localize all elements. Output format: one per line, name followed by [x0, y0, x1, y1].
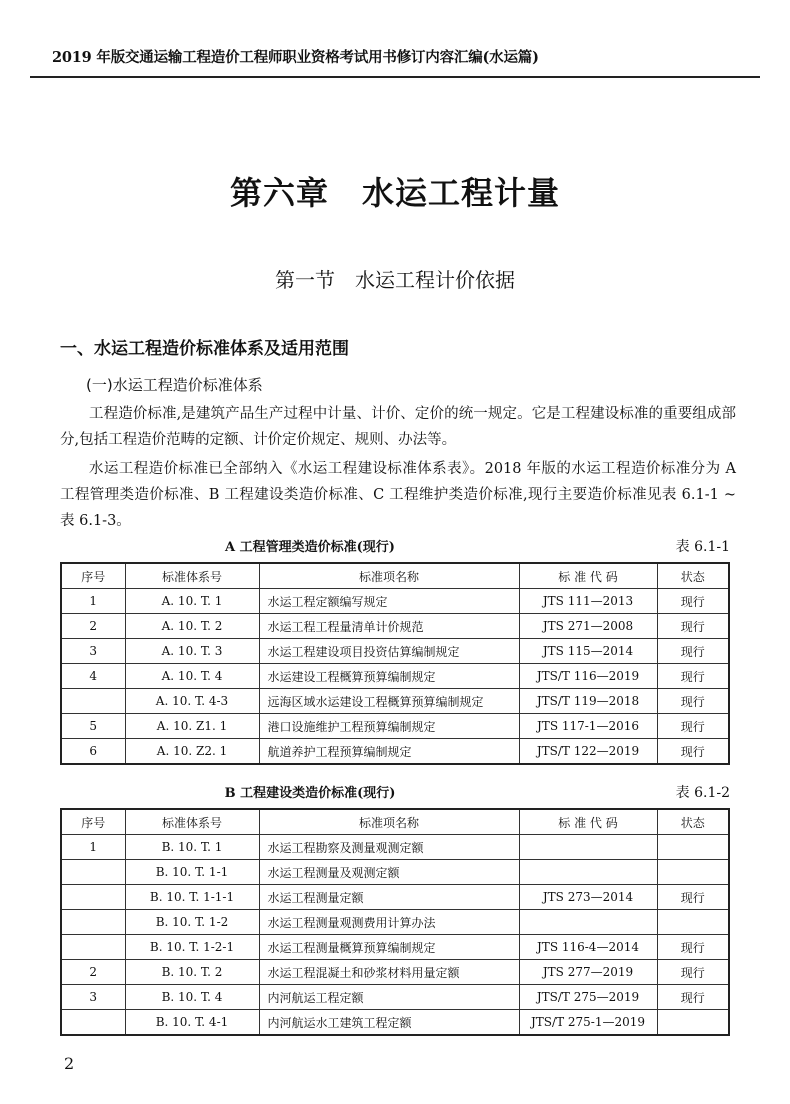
table-a-row — [61, 614, 729, 639]
table-a-cell: 航道养护工程预算编制规定 — [259, 739, 519, 765]
table-a-cell: 水运建设工程概算预算编制规定 — [259, 664, 519, 689]
header-rule — [30, 76, 760, 78]
heading-level-1: 一、水运工程造价标准体系及适用范围 — [60, 339, 349, 359]
table-a-cell: 水运工程工程量清单计价规范 — [259, 614, 519, 639]
table-a-number: 表 6.1-1 — [675, 539, 730, 555]
table-a-cell: 现行 — [657, 739, 729, 765]
paragraph-2: 水运工程造价标准已全部纳入《水运工程建设标准体系表》。2018 年版的水运工程造价标准分为 A 工程管理类造价标准、B 工程建设类造价标准、C 工程维护类造价标准,现行主要造价标准见表 6.1-1 ~ 表 6.1-3。 — [60, 461, 736, 529]
table-a-cell: 现行 — [657, 589, 729, 614]
table-b-cell: JTS 277—2019 — [519, 960, 657, 985]
table-b-cell: 现行 — [657, 935, 729, 960]
table-b-cell — [657, 860, 729, 885]
table-a-cell: 水运工程建设项目投资估算编制规定 — [259, 639, 519, 664]
table-b-cell: B. 10. T. 1-1 — [125, 860, 259, 885]
table-b-cell: B. 10. T. 4 — [125, 985, 259, 1010]
table-a-column-header: 标准体系号 — [125, 563, 259, 589]
table-b-cell: B. 10. T. 1-1-1 — [125, 885, 259, 910]
table-b-cell: 内河航运工程定额 — [259, 985, 519, 1010]
table-a-cell: 6 — [61, 739, 125, 765]
table-b-cell: B. 10. T. 4-1 — [125, 1010, 259, 1036]
table-b-row — [61, 885, 729, 910]
table-b-cell — [657, 835, 729, 860]
table-b-column-header: 标 准 代 码 — [519, 809, 657, 835]
table-a-cell: 5 — [61, 714, 125, 739]
table-a-cell: A. 10. T. 4 — [125, 664, 259, 689]
table-b-cell: JTS 273—2014 — [519, 885, 657, 910]
table-b-cell — [519, 835, 657, 860]
table-a-cell: 1 — [61, 589, 125, 614]
table-b-cell — [61, 1010, 125, 1036]
table-a-cell: JTS 117-1—2016 — [519, 714, 657, 739]
table-b-column-header: 标准体系号 — [125, 809, 259, 835]
table-a-caption: A 工程管理类造价标准(现行) — [225, 540, 395, 555]
table-a-column-header: 标准项名称 — [259, 563, 519, 589]
table-b-cell: 水运工程测量概算预算编制规定 — [259, 935, 519, 960]
table-a-cell — [61, 689, 125, 714]
table-b-row — [61, 985, 729, 1010]
table-b-cell: 水运工程测量定额 — [259, 885, 519, 910]
table-b-row — [61, 860, 729, 885]
table-a-column-header: 序号 — [61, 563, 125, 589]
table-a-row — [61, 664, 729, 689]
table-b-row — [61, 935, 729, 960]
table-a-cell: 现行 — [657, 639, 729, 664]
table-a-cell: 远海区域水运建设工程概算预算编制规定 — [259, 689, 519, 714]
table-a-cell: 现行 — [657, 689, 729, 714]
table-b-caption: B 工程建设类造价标准(现行) — [224, 786, 396, 801]
table-b-cell: JTS 116-4—2014 — [519, 935, 657, 960]
table-b-row — [61, 910, 729, 935]
table-b-cell: B. 10. T. 1 — [125, 835, 259, 860]
table-a-row — [61, 739, 729, 765]
table-b-cell: JTS/T 275-1—2019 — [519, 1010, 657, 1036]
table-b-cell: 内河航运水工建筑工程定额 — [259, 1010, 519, 1036]
table-a-row — [61, 589, 729, 614]
table-a-cell: 水运工程定额编写规定 — [259, 589, 519, 614]
table-a-cell: 现行 — [657, 614, 729, 639]
table-a-cell: JTS/T 116—2019 — [519, 664, 657, 689]
table-a-cell: A. 10. T. 2 — [125, 614, 259, 639]
table-a-cell: JTS/T 119—2018 — [519, 689, 657, 714]
table-b-cell: 2 — [61, 960, 125, 985]
table-a-cell: 3 — [61, 639, 125, 664]
table-b-row — [61, 1010, 729, 1036]
table-b-cell: 现行 — [657, 885, 729, 910]
table-b-cell — [657, 910, 729, 935]
table-b-cell: JTS/T 275—2019 — [519, 985, 657, 1010]
table-a-cell: A. 10. Z2. 1 — [125, 739, 259, 765]
table-b — [60, 808, 730, 1036]
table-b-cell — [61, 885, 125, 910]
table-a-cell: A. 10. T. 3 — [125, 639, 259, 664]
table-a-row — [61, 689, 729, 714]
running-header: 2019 年版交通运输工程造价工程师职业资格考试用书修订内容汇编(水运篇) — [52, 49, 539, 66]
table-a-cell: 4 — [61, 664, 125, 689]
table-a-caption-row — [60, 536, 730, 556]
table-a-cell: JTS 111—2013 — [519, 589, 657, 614]
table-b-cell — [61, 910, 125, 935]
table-b-column-header: 标准项名称 — [259, 809, 519, 835]
table-b-cell: B. 10. T. 2 — [125, 960, 259, 985]
table-b-cell: 水运工程测量观测费用计算办法 — [259, 910, 519, 935]
table-b-cell: 3 — [61, 985, 125, 1010]
table-a-cell: A. 10. Z1. 1 — [125, 714, 259, 739]
table-a-cell: JTS/T 122—2019 — [519, 739, 657, 765]
table-b-cell — [61, 860, 125, 885]
paragraph-1: 工程造价标准,是建筑产品生产过程中计量、计价、定价的统一规定。它是工程建设标准的重要组成部分,包括工程造价范畴的定额、计价定价规定、规则、办法等。 — [60, 406, 736, 448]
table-b-cell: 水运工程测量及观测定额 — [259, 860, 519, 885]
table-b-number: 表 6.1-2 — [675, 785, 730, 801]
table-a-column-header: 标 准 代 码 — [519, 563, 657, 589]
table-b-cell — [519, 910, 657, 935]
table-a-cell: 现行 — [657, 714, 729, 739]
table-b-cell: 现行 — [657, 985, 729, 1010]
table-b-caption-row — [60, 782, 730, 802]
table-b-header-row — [61, 809, 729, 835]
table-b-cell: 水运工程勘察及测量观测定额 — [259, 835, 519, 860]
table-a-cell: 2 — [61, 614, 125, 639]
table-a-header-row — [61, 563, 729, 589]
chapter-title: 第六章 水运工程计量 — [229, 174, 560, 212]
table-a-cell: JTS 271—2008 — [519, 614, 657, 639]
table-b-row — [61, 835, 729, 860]
table-b-column-header: 状态 — [657, 809, 729, 835]
table-a — [60, 562, 730, 765]
table-b-cell: 水运工程混凝土和砂浆材料用量定额 — [259, 960, 519, 985]
table-a-row — [61, 639, 729, 664]
table-a-cell: A. 10. T. 4-3 — [125, 689, 259, 714]
table-b-cell: 现行 — [657, 960, 729, 985]
page-number: 2 — [64, 1054, 75, 1073]
table-b-cell — [519, 860, 657, 885]
table-a-cell: 港口设施维护工程预算编制规定 — [259, 714, 519, 739]
table-a-cell: A. 10. T. 1 — [125, 589, 259, 614]
table-b-cell: B. 10. T. 1-2-1 — [125, 935, 259, 960]
table-a-row — [61, 714, 729, 739]
table-a-cell: JTS 115—2014 — [519, 639, 657, 664]
table-a-cell: 现行 — [657, 664, 729, 689]
table-b-column-header: 序号 — [61, 809, 125, 835]
heading-level-2: (一)水运工程造价标准体系 — [86, 376, 263, 394]
table-b-cell: B. 10. T. 1-2 — [125, 910, 259, 935]
table-b-row — [61, 960, 729, 985]
table-b-cell — [657, 1010, 729, 1036]
section-title: 第一节 水运工程计价依据 — [275, 268, 515, 292]
table-a-column-header: 状态 — [657, 563, 729, 589]
table-b-cell: 1 — [61, 835, 125, 860]
table-b-cell — [61, 935, 125, 960]
